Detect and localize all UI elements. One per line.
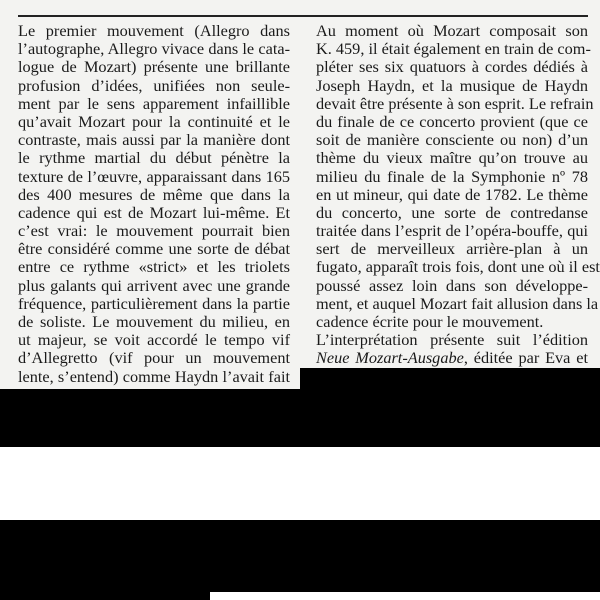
text-line: devait être présente à son esprit. Le refrain xyxy=(316,93,594,113)
text-line: profusion d’idées, unifiées non seule- xyxy=(18,75,290,95)
text-line: le rythme martial du début pénètre la xyxy=(18,148,290,168)
text-line: poussé assez loin dans son développe- xyxy=(316,275,588,295)
text-line: Le premier mouvement (Allegro dans xyxy=(18,21,290,40)
text-line: ment, et auquel Mozart fait allusion dans la xyxy=(316,293,599,313)
text-line: d’Allegretto (vif pour un mouvement xyxy=(18,348,290,368)
redaction-bar-bottom xyxy=(0,520,600,600)
text-line: contraste, mais aussi par la manière dont xyxy=(18,130,290,150)
right-text-lines xyxy=(316,21,600,350)
text-line: traitée dans l’esprit de l’opéra-bouffe, qui xyxy=(316,221,588,241)
text-line: fréquence, particulièrement dans la partie xyxy=(18,293,290,313)
text-line: être considéré comme une sorte de débat xyxy=(18,239,290,259)
text-line: de soliste. Le mouvement du milieu, en xyxy=(18,312,290,331)
text-line: texture de l’œuvre, apparaissant dans 165 xyxy=(18,166,290,186)
edition-title: Neue Mozart-Ausgabe xyxy=(316,348,464,368)
text-line: du concerto, une sorte de contredanse xyxy=(316,202,588,222)
text-line: soit de manière consciente ou non) d’un xyxy=(316,130,588,150)
text-line: qu’avait Mozart pour la continuité et le xyxy=(18,111,290,131)
text-line: ment par le sens apparement infaillible xyxy=(18,93,290,113)
text-line: des 400 mesures de même que dans la xyxy=(18,184,290,204)
left-text-column xyxy=(18,22,290,386)
text-line: Joseph Haydn, et la musique de Haydn xyxy=(316,75,588,95)
top-rule xyxy=(18,15,588,17)
text-line: ut majeur, se voit accordé le tempo vif xyxy=(18,330,290,350)
blank-strip xyxy=(210,592,600,600)
redaction-bar-top-left xyxy=(0,389,300,447)
text-line: thème du vieux maître qu’on trouve au xyxy=(316,148,588,168)
text-line: entre ce rythme «strict» et les triolets xyxy=(18,257,290,277)
text-line: c’est vrai: le mouvement pourrait bien xyxy=(18,221,290,241)
text-line: milieu du finale de la Symphonie nº 78 xyxy=(316,166,588,186)
text-line: logue de Mozart) présente une brillante xyxy=(18,57,290,77)
right-text-column xyxy=(316,21,600,368)
redaction-bar-top-right xyxy=(300,368,600,447)
text-line: sert de merveilleux arrière-plan à un xyxy=(316,239,588,259)
text-line: L’interprétation présente suit l’édition xyxy=(316,330,588,350)
blank-band xyxy=(0,447,600,520)
text-line: pléter ses six quatuors à cordes dédiés à xyxy=(316,57,588,77)
text-line: l’autographe, Allegro vivace dans le cata- xyxy=(18,39,290,59)
text-line: plus galants qui arrivent avec une grande xyxy=(18,275,290,295)
text-line: en ut mineur, qui date de 1782. Le thème xyxy=(316,184,588,204)
text-line: cadence écrite pour le mouvement. xyxy=(316,312,544,331)
text-line xyxy=(316,349,588,367)
text-line: Au moment où Mozart composait son xyxy=(316,21,588,40)
text-line: du finale de ce concerto provient (que ce xyxy=(316,111,588,131)
text-line: cadence qui est de Mozart lui-même. Et xyxy=(18,202,290,222)
text-line: lente, s’entend) comme Haydn l’avait fait xyxy=(18,366,290,386)
text-line: K. 459, il était également en train de com- xyxy=(316,39,591,59)
edition-title-rest: , éditée par Eva et xyxy=(463,348,588,368)
text-line: fugato, apparaît trois fois, dont une où il est xyxy=(316,257,600,277)
